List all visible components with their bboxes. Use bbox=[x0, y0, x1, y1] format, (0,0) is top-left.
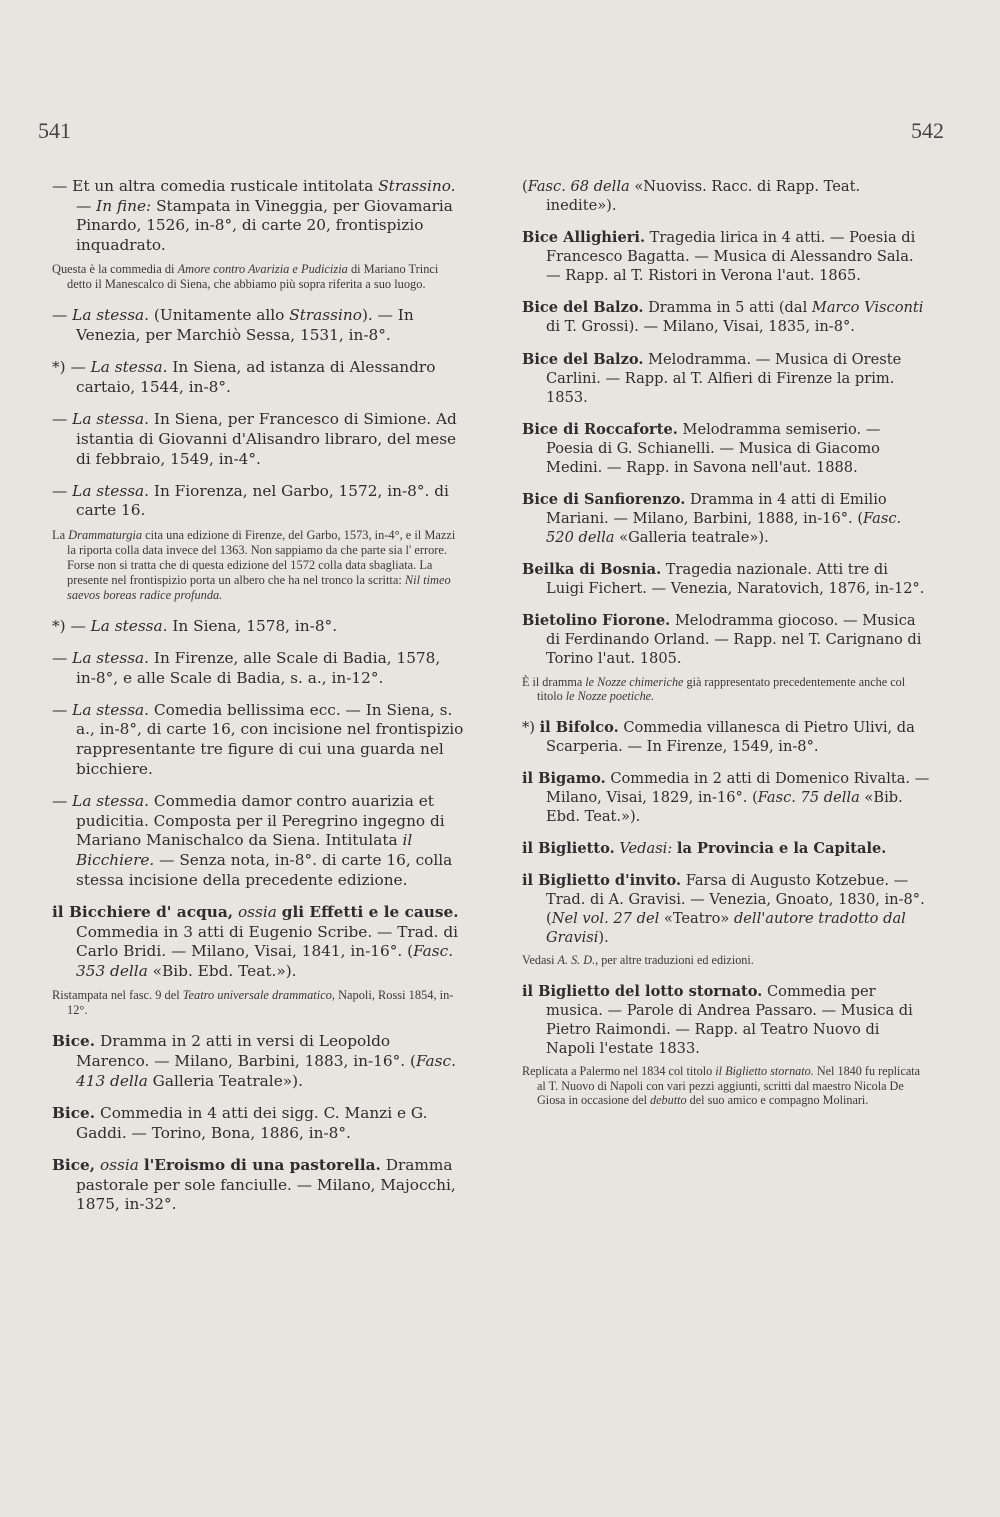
text-run: «Galleria teatrale»). bbox=[614, 528, 769, 546]
text-run: «Teatro» bbox=[659, 910, 734, 928]
catalog-entry bbox=[522, 839, 930, 858]
entry-title: Bice. bbox=[52, 1032, 96, 1051]
entry-title: Bice del Balzo. bbox=[522, 350, 644, 368]
catalog-entry bbox=[52, 177, 464, 256]
entry-title: il Biglietto d'invito. bbox=[522, 872, 682, 890]
text-run: In Siena, per Francesco di Simione. Ad istantia di Giovanni d'Alisandro libraro, del mese di febbraio, 1549, in-4°. bbox=[76, 410, 457, 468]
text-run: — Et un altra comedia rusticale intitolata bbox=[52, 177, 379, 195]
entry-title: la Provincia e la Capitale. bbox=[676, 840, 887, 858]
italic-text: La stessa. bbox=[72, 481, 150, 500]
text-run: (Unitamente allo bbox=[149, 306, 290, 325]
text-run: — bbox=[76, 196, 97, 215]
text-run: di T. Grossi). — Milano, Visai, 1835, in-8°. bbox=[546, 318, 855, 336]
catalog-entry bbox=[522, 490, 930, 547]
text-run: «Nuoviss. Racc. di Rapp. Teat. inedite»). bbox=[546, 178, 861, 214]
text-run: Dramma pastorale per sole fanciulle. — Milano, Majocchi, 1875, in-32°. bbox=[76, 1155, 456, 1214]
italic-text: debutto bbox=[650, 1093, 687, 1108]
text-run: ( bbox=[522, 178, 528, 195]
entry-title: Bice. bbox=[52, 1104, 96, 1122]
entry-title: il Biglietto. bbox=[522, 840, 615, 858]
text-run: Commedia damor contro auarizia et pudicitia. Composta per il Peregrino ingegno di Mariano Manischalco da Siena. Intitulata bbox=[76, 792, 445, 850]
bibliographic-note bbox=[52, 528, 464, 603]
text-run: È il dramma bbox=[522, 674, 586, 689]
text-run: Farsa di Augusto Kotzebue. — Trad. di A. Gravisi. — Venezia, Gnoato, 1830, in-8°. ( bbox=[546, 872, 925, 928]
text-run: — bbox=[52, 481, 73, 500]
catalog-entry bbox=[522, 718, 930, 756]
text-run: La bbox=[52, 527, 69, 542]
catalog-entry bbox=[522, 420, 930, 477]
text-run: In Fiorenza, nel Garbo, 1572, in-8°. di carte 16. bbox=[76, 481, 449, 520]
entry-title: Bice del Balzo. bbox=[522, 299, 644, 317]
text-run: *) bbox=[522, 718, 540, 736]
italic-text: A. S. D., bbox=[557, 953, 599, 968]
text-run: Tragedia lirica in 4 atti. — Poesia di Francesco Bagatta. — Musica di Alessandro Sala. — Rapp. al T. Ristori in Verona l'aut. 1865. bbox=[546, 229, 916, 285]
entry-title: il Bigamo. bbox=[522, 769, 606, 787]
italic-text: Drammaturgia bbox=[68, 527, 143, 542]
text-run: già rappresentato precedentemente anche col titolo bbox=[537, 674, 906, 704]
text-run: per altre traduzioni ed edizioni. bbox=[598, 953, 754, 968]
italic-text: Fasc. 413 della bbox=[76, 1052, 456, 1090]
text-run: Comedia bellissima ecc. — In Siena, s. a., in-8°, di carte 16, con incisione nel frontispizio rappresentante tre figure di cui una guarda nel bicchiere. bbox=[76, 700, 464, 778]
italic-text: dell'autore tradotto dal Gravisi bbox=[546, 910, 906, 947]
italic-text: Fasc. 68 della bbox=[527, 178, 630, 195]
text-run: Commedia in 3 atti di Eugenio Scribe. — Trad. di Carlo Bridi. — Milano, Visai, 1841, in-16°. ( bbox=[76, 922, 459, 961]
italic-text: Marco Visconti bbox=[811, 299, 924, 317]
italic-text: Fasc. 353 della bbox=[76, 942, 454, 981]
entry-title: il Bifolco. bbox=[539, 718, 619, 736]
entry-title: Bice di Roccaforte. bbox=[522, 420, 678, 438]
text-run: Questa è la commedia di bbox=[52, 262, 178, 277]
catalog-entry bbox=[522, 228, 930, 285]
italic-text: La stessa. bbox=[72, 306, 150, 325]
catalog-entry bbox=[522, 982, 930, 1058]
italic-text: La stessa. bbox=[90, 616, 168, 635]
text-run: Commedia in 2 atti di Domenico Rivalta. — Milano, Visai, 1829, in-16°. ( bbox=[546, 769, 930, 806]
catalog-entry bbox=[522, 769, 930, 826]
catalog-entry bbox=[522, 611, 930, 668]
italic-text: La stessa. bbox=[90, 358, 168, 377]
text-run: «Bib. Ebd. Teat.»). bbox=[546, 788, 903, 825]
catalog-entry bbox=[52, 410, 464, 469]
text-run: Melodramma. — Musica di Oreste Carlini. — Rapp. al T. Alfieri di Firenze la prim. 1853. bbox=[546, 350, 902, 406]
catalog-entry bbox=[52, 1156, 464, 1215]
page-number-left: 541 bbox=[38, 118, 71, 143]
text-run: In Siena, 1578, in-8°. bbox=[167, 616, 338, 635]
italic-text: In fine: bbox=[96, 196, 152, 215]
text-run: di Mariano Trinci detto il Manescalco di Siena, che abbiamo più sopra riferita a suo luogo. bbox=[67, 262, 439, 292]
italic-text: La stessa. bbox=[72, 648, 150, 667]
text-run: *) — bbox=[52, 358, 91, 377]
text-run: In Siena, ad istanza di Alessandro cartaio, 1544, in-8°. bbox=[76, 358, 436, 396]
italic-text: Strassino. bbox=[378, 177, 456, 195]
text-run: Melodramma semiserio. — Poesia di G. Schianelli. — Musica di Giacomo Medini. — Rapp. in Savona nell'aut. 1888. bbox=[546, 420, 881, 476]
catalog-entry bbox=[522, 560, 930, 598]
catalog-entry bbox=[52, 358, 464, 397]
catalog-entry bbox=[52, 649, 464, 688]
text-run: Commedia per musica. — Parole di Andrea Passaro. — Musica di Pietro Raimondi. — Rapp. al Teatro Nuovo di Napoli l'estate 1833. bbox=[546, 983, 913, 1058]
catalog-entry bbox=[52, 1032, 464, 1091]
text-run: «Bib. Ebd. Teat.»). bbox=[147, 962, 297, 981]
text-run: ). — In Venezia, per Marchiò Sessa, 1531, in-8°. bbox=[76, 306, 414, 345]
text-run: — bbox=[52, 306, 73, 325]
italic-text: La stessa. bbox=[72, 700, 150, 719]
bibliographic-note bbox=[52, 988, 464, 1018]
bibliographic-note bbox=[52, 262, 464, 292]
text-run: Dramma in 5 atti (dal bbox=[643, 299, 812, 317]
text-run: Galleria Teatrale»). bbox=[147, 1071, 303, 1090]
catalog-entry bbox=[52, 617, 464, 637]
italic-text: il Biglietto stornato. bbox=[715, 1064, 814, 1079]
italic-text: Strassino bbox=[289, 306, 362, 325]
text-run: Stampata in Vineggia, per Giovamaria Pinardo, 1526, in-8°, di carte 20, frontispizio inquadrato. bbox=[76, 196, 453, 255]
entry-title: Beilka di Bosnia. bbox=[522, 561, 662, 579]
italic-text: Nel vol. 27 del bbox=[551, 910, 660, 928]
catalog-entry bbox=[52, 482, 464, 521]
entry-title: Bietolino Fiorone. bbox=[522, 612, 671, 630]
text-run: Ristampata nel fasc. 9 del bbox=[52, 988, 183, 1003]
entry-title: gli Effetti e le cause. bbox=[281, 903, 459, 922]
text-run: Vedasi bbox=[522, 953, 558, 968]
text-run: — bbox=[52, 792, 73, 811]
catalog-entry bbox=[52, 1104, 464, 1143]
italic-text: La stessa. bbox=[72, 792, 150, 811]
catalog-entry bbox=[522, 350, 930, 407]
entry-title: Bice, bbox=[52, 1155, 96, 1174]
catalog-entry bbox=[522, 298, 930, 336]
text-run: Dramma in 4 atti di Emilio Mariani. — Milano, Barbini, 1888, in-16°. ( bbox=[546, 490, 887, 527]
italic-text: le Nozze chimeriche bbox=[585, 674, 684, 689]
text-run: Commedia villanesca di Pietro Ulivi, da Scarperia. — In Firenze, 1549, in-8°. bbox=[546, 718, 915, 755]
text-run: — Senza nota, in-8°. di carte 16, colla stessa incisione della precedente edizione. bbox=[76, 851, 453, 889]
bibliographic-note bbox=[522, 675, 930, 704]
italic-text: Fasc. 520 della bbox=[546, 509, 902, 546]
italic-text: Teatro universale drammatico, bbox=[182, 988, 335, 1003]
text-run: cita una edizione di Firenze, del Garbo, 1573, in-4°, e il Mazzi la riporta colla data invece del 1363. Non sappiamo da che parte sia l' errore. Forse non si tratta che di questa edizione del 1572 colla data sbagliata. La presente nel frontispizio porta un albero che ha nel tronco la scritta: bbox=[67, 527, 456, 587]
italic-text: Nil timeo saevos boreas radice profunda. bbox=[67, 572, 451, 602]
entry-title: l'Eroismo di una pastorella. bbox=[143, 1155, 381, 1174]
entry-title: Bice Allighieri. bbox=[522, 229, 646, 247]
text-run: Nel 1840 fu replicata al T. Nuovo di Napoli con vari pezzi aggiunti, scritti dal maestro Nicola De Giosa in occasione del bbox=[537, 1064, 921, 1108]
catalog-entry bbox=[522, 177, 930, 215]
entry-title: il Bicchiere d' acqua, bbox=[52, 903, 234, 922]
italic-text: Vedasi: bbox=[619, 840, 673, 858]
catalog-entry bbox=[52, 701, 464, 780]
bibliographic-note bbox=[522, 953, 930, 968]
text-run: Replicata a Palermo nel 1834 col titolo bbox=[522, 1064, 716, 1079]
italic-text: ossia bbox=[100, 1155, 139, 1174]
right-column bbox=[522, 177, 930, 1122]
catalog-entry bbox=[522, 871, 930, 947]
catalog-entry bbox=[52, 306, 464, 345]
text-run: — bbox=[52, 700, 73, 719]
entry-title: il Biglietto del lotto stornato. bbox=[522, 983, 763, 1001]
catalog-entry bbox=[52, 792, 464, 891]
left-column bbox=[52, 177, 464, 1228]
italic-text: le Nozze poetiche. bbox=[565, 689, 655, 704]
text-run: Commedia in 4 atti dei sigg. C. Manzi e G. Gaddi. — Torino, Bona, 1886, in-8°. bbox=[76, 1104, 428, 1142]
catalog-entry bbox=[52, 903, 464, 982]
page-number-right: 542 bbox=[911, 118, 944, 143]
text-run: — bbox=[52, 648, 73, 667]
bibliographic-note bbox=[522, 1064, 930, 1108]
italic-text: Fasc. 75 della bbox=[757, 788, 860, 806]
italic-text: ossia bbox=[237, 903, 277, 922]
text-run: ). bbox=[598, 929, 609, 947]
italic-text: La stessa. bbox=[72, 410, 150, 429]
text-run: Melodramma giocoso. — Musica di Ferdinando Orland. — Rapp. nel T. Carignano di Torino l'aut. 1805. bbox=[546, 612, 922, 668]
text-run: Napoli, Rossi 1854, in-12°. bbox=[67, 988, 454, 1018]
text-run: In Firenze, alle Scale di Badia, 1578, in-8°, e alle Scale di Badia, s. a., in-12°. bbox=[76, 648, 441, 687]
text-run: Tragedia nazionale. Atti tre di Luigi Fichert. — Venezia, Naratovich, 1876, in-12°. bbox=[546, 561, 925, 598]
italic-text: il Bicchiere. bbox=[76, 831, 413, 870]
text-run: *) — bbox=[52, 616, 91, 635]
text-run: del suo amico e compagno Molinari. bbox=[686, 1093, 869, 1108]
text-run: Dramma in 2 atti in versi di Leopoldo Marenco. — Milano, Barbini, 1883, in-16°. ( bbox=[76, 1032, 416, 1071]
entry-title: Bice di Sanfiorenzo. bbox=[522, 490, 686, 508]
text-run: — bbox=[52, 410, 73, 429]
italic-text: Amore contro Avarizia e Pudicizia bbox=[177, 262, 348, 277]
